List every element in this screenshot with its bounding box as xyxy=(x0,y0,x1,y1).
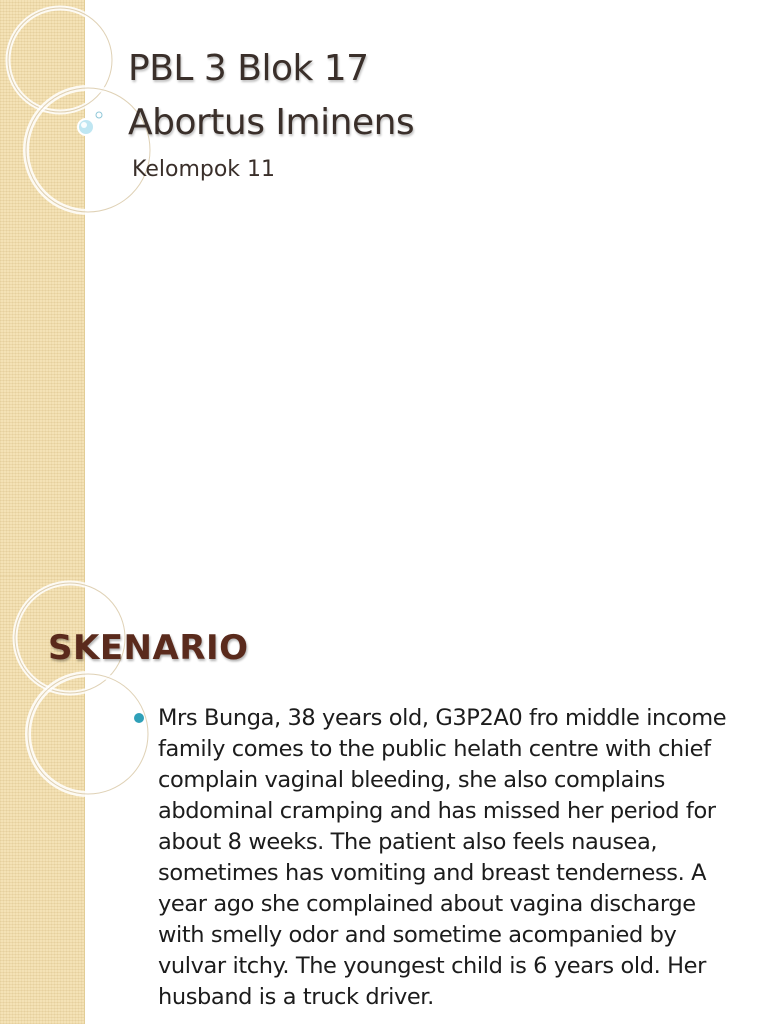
slide-title-line-2: Abortus Iminens xyxy=(128,102,415,143)
decorative-side-band xyxy=(0,0,85,576)
section-title: SKENARIO xyxy=(48,628,249,668)
bullet-item xyxy=(132,703,742,1013)
bullet-text: Mrs Bunga, 38 years old, G3P2A0 fro middle income family comes to the public helath centre with chief complain vaginal bleeding, she also complains abdominal cramping and has missed her period for about 8 weeks. The patient also feels nausea, sometimes has vomiting and breast tenderness. A year ago she complained about vagina discharge with smelly odor and sometime acompanied by vulvar itchy. The youngest child is 6 years old. Her husband is a truck driver. xyxy=(158,705,727,1010)
slide-subtitle: Kelompok 11 xyxy=(132,157,276,182)
slide-title-line-1: PBL 3 Blok 17 xyxy=(128,48,369,89)
bullet-dot-icon xyxy=(134,713,144,723)
bullet-list xyxy=(132,703,742,1019)
slide-2[interactable] xyxy=(0,576,768,1024)
